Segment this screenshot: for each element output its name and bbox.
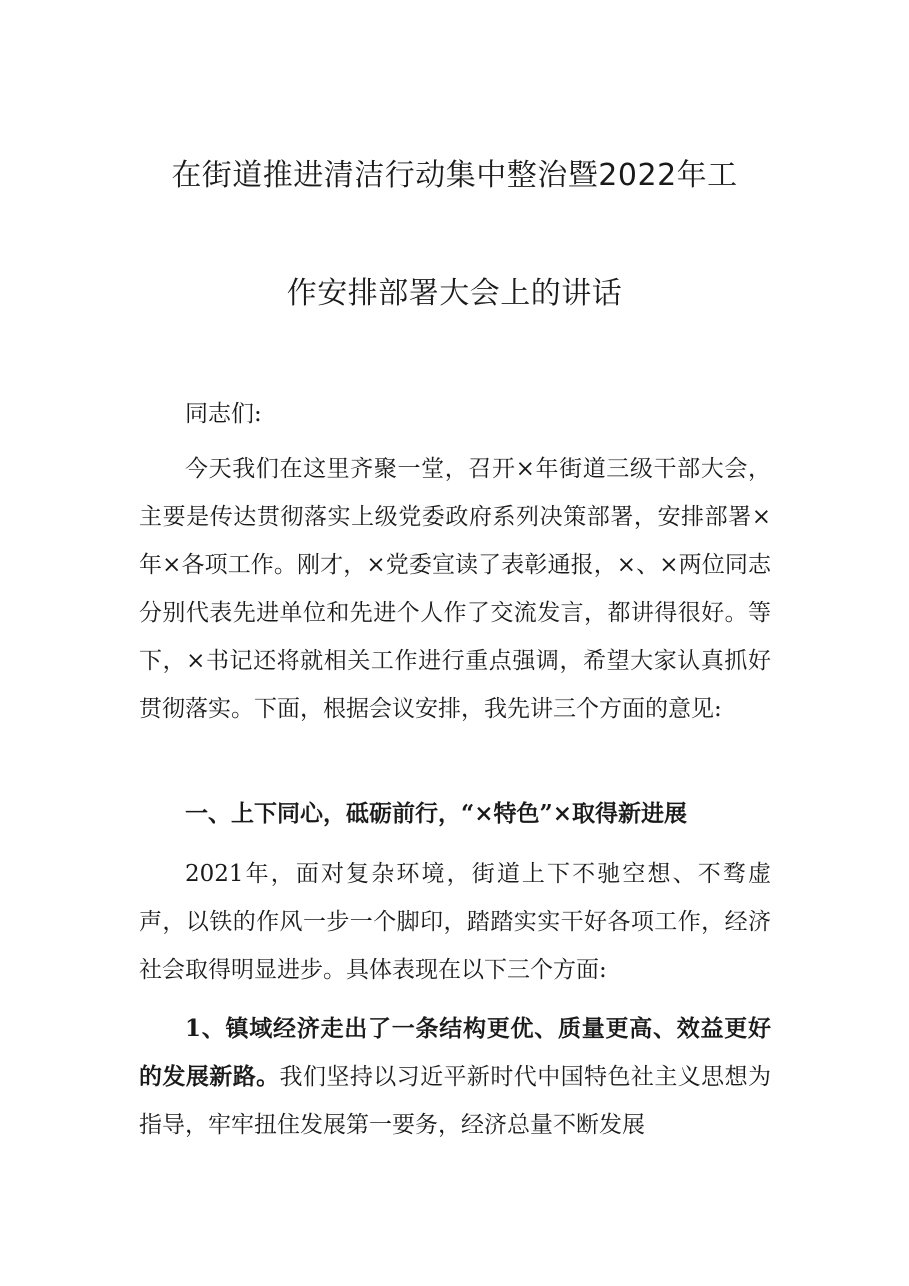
section-heading-block — [139, 790, 771, 838]
paragraph-1: 今天我们在这里齐聚一堂，召开×年街道三级干部大会，主要是传达贯彻落实上级党委政府系列决策部署，安排部署×年×各项工作。刚才，×党委宣读了表彰通报，×、×两位同志分别代表先进单位和先进个人作了交流发言，都讲得很好。等下，×书记还将就相关工作进行重点强调，希望大家认真抓好贯彻落实。下面，根据会议安排，我先讲三个方面的意见: — [139, 456, 771, 722]
paragraph-1-block — [139, 445, 771, 733]
salutation-block — [139, 390, 771, 438]
paragraph-3-text: 我们坚持以习近平新时代中国特色社主义思想为指导，牢牢扭住发展第一要务，经济总量不断发展 — [139, 1064, 772, 1138]
paragraph-3-lead: 1、镇域经济走出了一条结构更优、质量更高、效益更好的发展新路。 — [139, 1015, 771, 1090]
section-heading-1: 一、上下同心，砥砺前行，“×特色”×取得新进展 — [185, 800, 688, 827]
salutation: 同志们: — [185, 401, 262, 427]
document-title-line-2: 作安排部署大会上的讲话 — [286, 276, 623, 311]
paragraph-2: 2021年，面对复杂环境，街道上下不驰空想、不骛虚声，以铁的作风一步一个脚印，踏踏实实干好各项工作，经济社会取得明显进步。具体表现在以下三个方面: — [139, 861, 771, 983]
paragraph-3 — [139, 1005, 771, 1149]
paragraph-3-block — [139, 1005, 771, 1149]
document-title-line-1: 在街道推进清洁行动集中整治暨2022年工 — [171, 158, 738, 193]
paragraph-2-block — [139, 850, 771, 994]
